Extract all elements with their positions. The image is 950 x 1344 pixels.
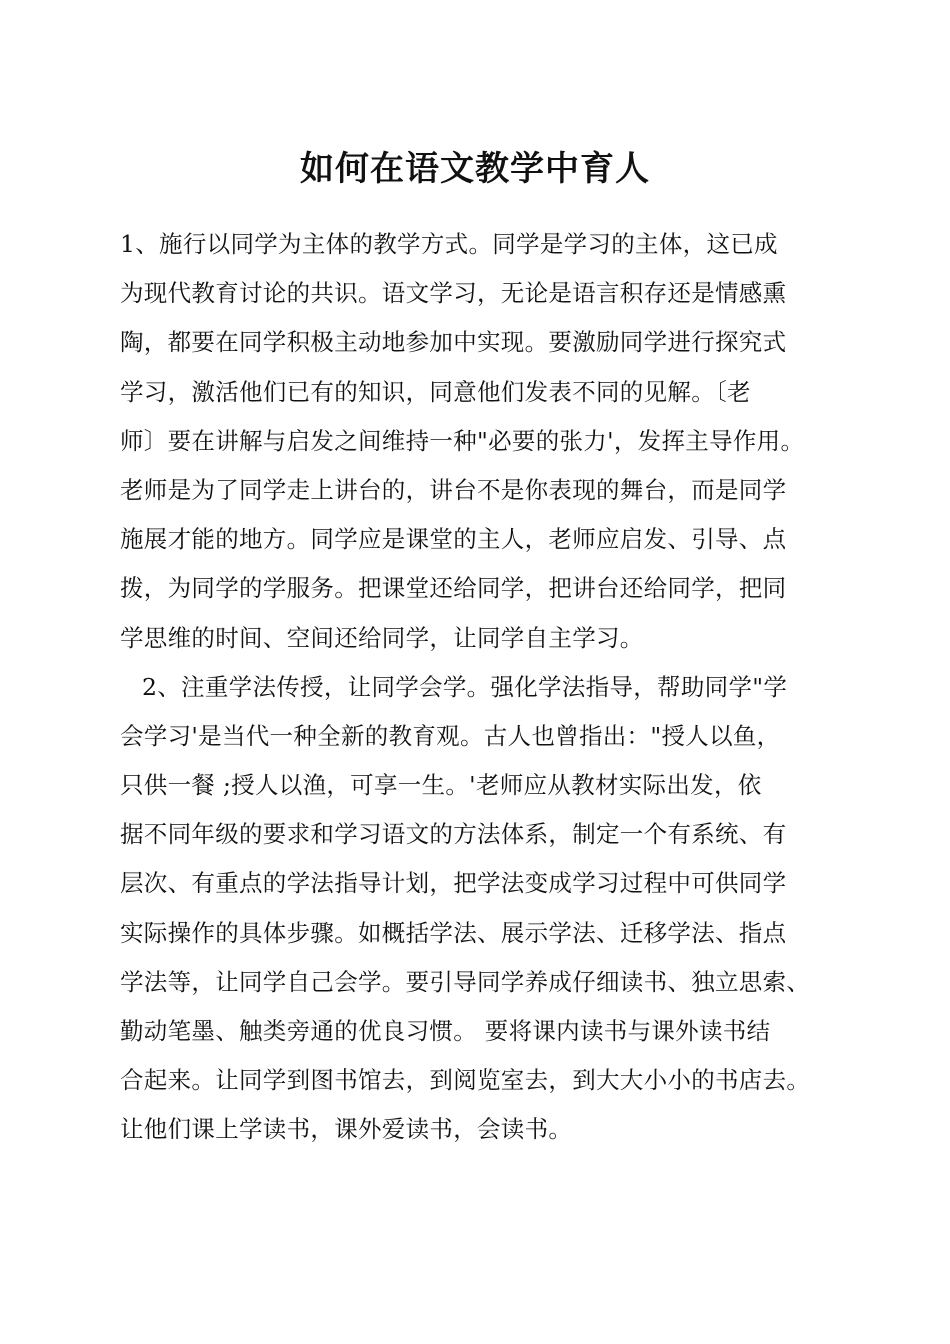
paragraph-line: 据不同年级的要求和学习语文的方法体系，制定一个有系统、有 — [120, 820, 787, 849]
paragraph-line: 学习，激活他们已有的知识，同意他们发表不同的见解。〔老 — [120, 377, 751, 406]
paragraph-line: 勤动笔墨、触类旁通的优良习惯。 要将课内读书与课外读书结 — [120, 1017, 771, 1045]
paragraph-line: 老师是为了同学走上讲台的，讲台不是你表现的舞台，而是同学 — [120, 475, 787, 504]
paragraph-line: 施展才能的地方。同学应是课堂的主人，老师应启发、引导、点 — [120, 525, 787, 554]
paragraph-line: 实际操作的具体步骤。如概括学法、展示学法、迁移学法、指点 — [120, 918, 787, 947]
paragraph-line: 层次、有重点的学法指导计划，把学法变成学习过程中可供同学 — [120, 869, 787, 898]
paragraph-1 — [120, 220, 860, 663]
paragraph-line: 陶，都要在同学积极主动地参加中实现。要激励同学进行探究式 — [120, 328, 787, 357]
paragraph-line: 学法等，让同学自己会学。要引导同学养成仔细读书、独立思索、 — [120, 967, 811, 996]
paragraph-line: 师〕要在讲解与启发之间维持一种"必要的张力'，发挥主导作用。 — [120, 426, 805, 455]
paragraph-line: 让他们课上学读书，课外爱读书，会读书。 — [120, 1115, 573, 1144]
document-title: 如何在语文教学中育人 — [300, 149, 650, 189]
paragraph-line: 1、施行以同学为主体的教学方式。同学是学习的主体，这已成 — [120, 230, 778, 258]
paragraph-line: 为现代教育讨论的共识。语文学习，无论是语言积存还是情感熏 — [120, 279, 787, 308]
paragraph-line: 拨，为同学的学服务。把课堂还给同学，把讲台还给同学，把同 — [120, 574, 787, 603]
paragraph-line: 学思维的时间、空间还给同学，让同学自主学习。 — [120, 623, 644, 652]
paragraph-2 — [120, 663, 860, 1155]
document-body — [120, 220, 860, 1155]
paragraph-line: 合起来。让同学到图书馆去，到阅览室去，到大大小小的书店去。 — [120, 1066, 811, 1095]
paragraph-line: 会学习'是当代一种全新的教育观。古人也曾指出："授人以鱼， — [120, 721, 781, 750]
paragraph-line: 2、注重学法传授，让同学会学。强化学法指导，帮助同学"学 — [142, 672, 788, 701]
paragraph-line: 只供一餐 ;授人以渔，可享一生。'老师应从教材实际出发，依 — [120, 771, 762, 800]
